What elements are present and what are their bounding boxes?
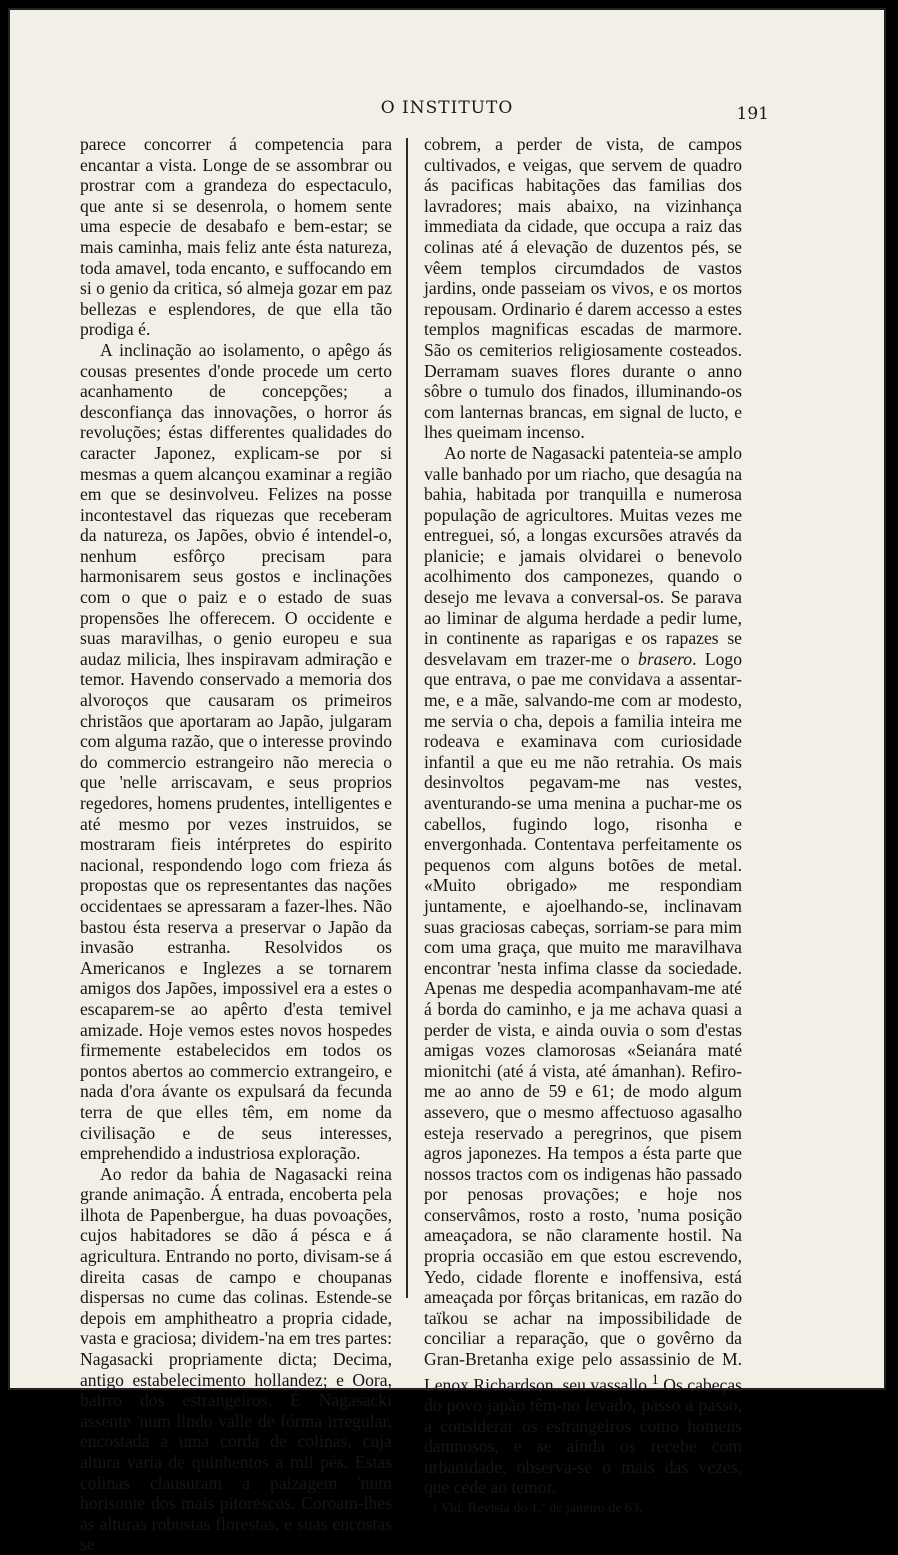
running-title: O INSTITUTO — [380, 98, 514, 118]
paragraph-north-valley — [424, 443, 742, 1498]
paragraph-continued-right: cobrem, a perder de vista, de campos cultivados, e veigas, que servem de quadro ás pacificas habitações das familias dos lavradores; mais abaixo, na vizinhança immediata da cidade, que occupa a raiz das colinas até á elevação de duzentos pés, se vêem templos circumdados de vastos jardins, onde passeiam os vivos, e os mortos repousam. Ordinario é darem accesso a estes templos magnificas escadas de marmore. São os cemiterios religiosamente costeados. Derramam suaves flores durante o anno sôbre o tumulo dos finados, illuminando-os com lanternas brancas, em signal de lucto, e lhes queimam incenso. — [424, 134, 742, 443]
footnote-text: Vid. Revista do 1.º de janeiro de 63. — [437, 1501, 643, 1517]
right-column — [424, 134, 742, 1518]
page — [8, 8, 886, 1555]
italic-term: brasero — [637, 648, 693, 669]
column-divider — [406, 138, 408, 1298]
footnote — [424, 1500, 742, 1518]
paragraph-nagasacki-bay: Ao redor da bahia de Nagasacki reina grande animação. Á entrada, encoberta pela ilhota de Papenbergue, ha duas povoações, cujos habitadores se dão á pésca e á agricultura. Entrando no porto, divisam-se á direita casas de campo e choupanas dispersas no cume das colinas. Estende-se depois em amphitheatro a propria cidade, vasta e graciosa; dividem-'na em tres partes: Nagasacki propriamente dicta; Decima, antigo estabelecimento hollandez; e Oora, bairro dos estrangeiros. É Nagasacki assente 'num lindo valle de fórma irregular, encostada a uma corda de colinas, cuja altura varía de quinhentos a mil pés. Estas colinas clausuram a paizagem 'num horisonte dos mais pitorescos. Coroam-lhes as alturas robustas florestas, e suas encostas se — [80, 1163, 392, 1555]
page-number: 191 — [736, 104, 769, 124]
paragraph-continued: parece concorrer á competencia para encantar a vista. Longe de se assombrar ou prostrar com a grandeza do espectaculo, que ante si se desenrola, o homem sente uma especie de desabafo e bem-estar; se mais caminha, mais feliz ante ésta natureza, toda amavel, toda encanto, e suffocando em si o genio da critica, só almeja gozar em paz bellezas e esplendores, de que ella tão prodiga é. — [80, 134, 392, 340]
text-segment: Os cabeças do povo japão têm-no levado, passo a passo, a considerar os estrangeiros como homens damnosos, e se ainda os recebe com urbanidade, observa-se o mais das vezes, que cede ao temor. — [424, 1374, 742, 1498]
text-segment: . Logo que entrava, o pae me convidava a assentar-me, e a mãe, salvando-me com ar modesto, me servia o cha, depois a familia inteira me rodeava e examinava com curiosidade infantil a que eu me não retrahia. Os mais desinvoltos pegavam-me nas vestes, aventurando-se uma menina a puchar-me os cabellos, fugindo logo, risonha e envergonhada. Contentava perfeitamente os pequenos com alguns botões de metal. «Muito obrigado» me respondiam juntamente, e ajoelhando-se, inclinavam suas graciosas cabeças, sorriam-se para mim com uma graça, que muito me maravilhava encontrar 'nesta infima classe da sociedade. Apenas me despedia acompanhavam-me até á borda do caminho, e ja me achava quasi a perder de vista, e ainda ouvia o som d'estas amigas vozes clamorosas «Seianára maté mionitchi (até á vista, até ámanhan). Refiro-me ao anno de 59 e 61; de modo algum assevero, que o mesmo affectuoso agasalho esteja reservado a peregrinos, que pisem agros japonezes. Ha tempos a ésta parte que nossos tractos com os indigenas hão passado por penosas provações; e hoje nos conservâmos, rosto a rosto, 'numa posição ameaçadora, se não claramente hostil. Na propria occasião em que estou escrevendo, Yedo, cidade florente e inoffensiva, está ameaçada por fôrças britanicas, em razão do taïkou se achar na impossibilidade de conciliar a reparação, que o govêrno da Gran-Bretanha exige pelo assassinio de M. Lenox Richardson, seu vassallo. — [424, 648, 742, 1395]
paragraph-isolation: A inclinação ao isolamento, o apêgo ás cousas presentes d'onde procede um certo acanhamento de concepções; a desconfiança das innovações, o horror ás revoluções; éstas differentes qualidades do caracter Japonez, explicam-se por si mesmas a quem alcançou examinar a região em que se desinvolveu. Felizes na posse incontestavel das riquezas que receberam da natureza, os Japões, obvio é intendel-o, nenhum esfôrço precisam para harmonisarem seus gostos e inclinações com o que o paiz e o estado de suas propensões lhe offerecem. O occidente e suas maravilhas, o genio europeu e sua audaz milicia, lhes inspiravam admiração e temor. Havendo conservado a memoria dos alvoroços que causaram os primeiros christãos que aportaram ao Japão, julgaram com alguma razão, que o interesse provindo do commercio estrangeiro não merecia o que 'nelle arriscavam, e seus proprios regedores, homens prudentes, intelligentes e até mesmo por vezes instruidos, se mostraram fieis intérpretes do espirito nacional, respondendo logo com frieza ás propostas que os representantes das nações occidentaes se apressaram a fazer-lhes. Não bastou ésta reserva a preservar o Japão da invasão estranha. Resolvidos os Americanos e Inglezes a se tornarem amigos dos Japões, impossivel era a estes o escaparem-se ao apêrto d'esta temivel amizade. Hoje vemos estes novos hospedes firmemente estabelecidos em todos os pontos abertos ao commercio extrangeiro, e nada d'ora ávante os expulsará da fecunda terra de que elles têm, em nome da civilisação e de seus interesses, emprehendido a industriosa exploração. — [80, 339, 392, 1164]
running-header — [10, 98, 884, 128]
footnote-mark: 1 — [432, 1503, 438, 1516]
text-segment: Ao norte de Nagasacki patenteia-se amplo valle banhado por um riacho, que desagúa na bahia, habitada por tranquilla e numerosa população de agricultores. Muitas vezes me entreguei, só, a longas excursões através da planicie; e jamais olvidarei o benevolo acolhimento dos camponezes, quando o desejo me levava a conversal-os. Se parava ao liminar de alguma herdade a pedir lume, in continente as raparigas e os rapazes se desvelavam em trazer-me o — [424, 442, 742, 669]
left-column — [80, 134, 392, 1555]
footnote-reference: 1 — [651, 1371, 659, 1388]
